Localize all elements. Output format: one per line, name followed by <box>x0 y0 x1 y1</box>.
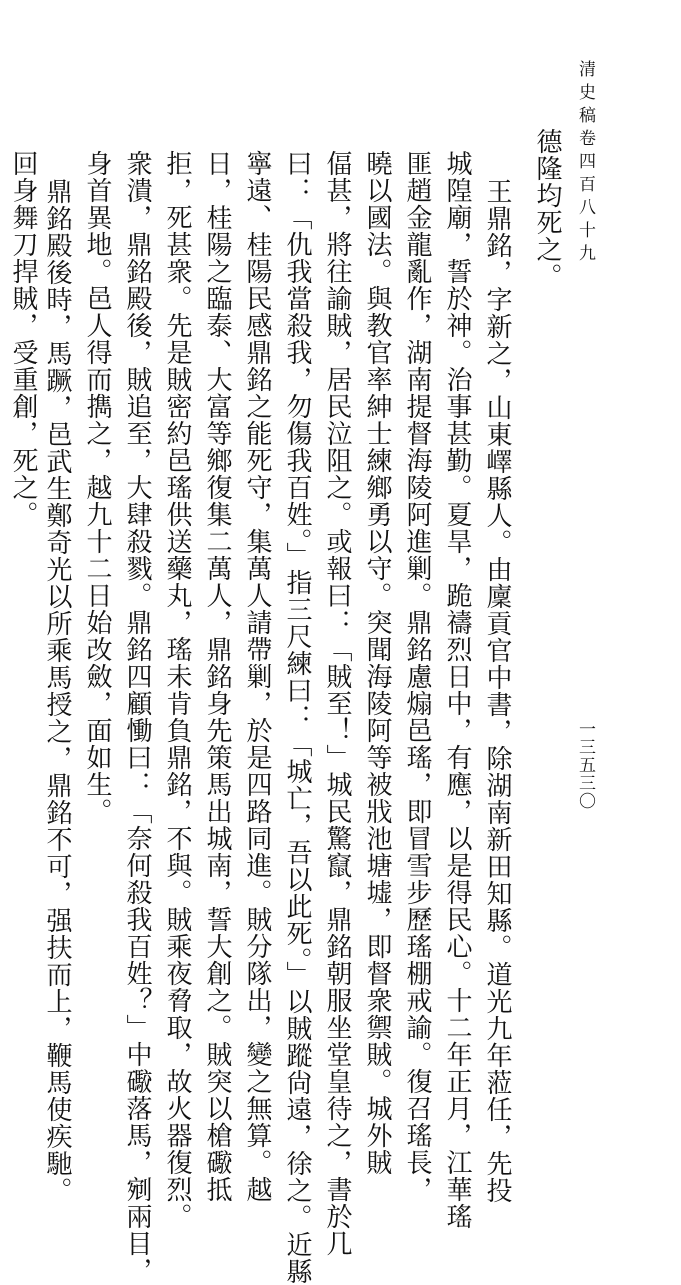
text-line: 德隆均死之。 <box>532 128 562 290</box>
text-line: 曰：「仇我當殺我，勿傷我百姓。」指三尺練曰：「城亡，吾以此死。」以賊蹤尙遠，徐之。近縣 <box>282 150 312 1285</box>
book-title: 清史稿卷四百八十九 <box>575 60 595 267</box>
text-line: 曉以國法。與教官率紳士練鄉勇以守。突聞海陵阿等被戕池塘墟，即督衆禦賊。城外賊 <box>362 150 392 1176</box>
text-line: 寧遠、桂陽民感鼎銘之能死守，集萬人請帶剿，於是四路同進。賊分隊出，變之無算。越 <box>242 150 272 1203</box>
text-line: 日，桂陽之臨泰、大富等鄉復集二萬人，鼎銘身先策馬出城南，誓大創之。賊突以槍礮抵 <box>202 150 232 1203</box>
text-line: 衆潰，鼎銘殿後，賊追至，大肆殺戮。鼎銘四顧慟曰：「奈何殺我百姓？」中礮落馬，剜兩目， <box>122 150 152 1284</box>
text-line: 拒，死甚衆。先是賊密約邑瑤供送藥丸，瑤未肯負鼎銘，不與。賊乘夜脅取，故火器復烈。 <box>162 150 192 1230</box>
text-line: 城隍廟，誓於神。治事甚勤。夏旱，跪禱烈日中，有應，以是得民心。十二年正月，江華瑤 <box>442 150 472 1230</box>
text-line: 身首異地。邑人得而擕之，越九十二日始改斂，面如生。 <box>82 150 112 825</box>
text-line: 王鼎銘，字新之，山東嶧縣人。由廩貢官中書，除湖南新田知縣。道光九年蒞任，先投 <box>482 178 512 1204</box>
text-line: 回身舞刀捍賊，受重創，死之。 <box>8 150 38 528</box>
text-line: 偪甚，將往諭賊，居民泣阻之。或報曰：「賊至！」城民驚竄，鼎銘朝服坐堂皇待之，書於几 <box>322 150 352 1257</box>
text-line: 鼎銘殿後時，馬蹶，邑武生鄭奇光以所乘馬授之，鼎銘不可，强扶而上，鞭馬使疾馳。 <box>42 178 72 1204</box>
text-line: 匪趙金龍亂作，湖南提督海陵阿進剿。鼎銘慮煽邑瑤，即冒雪步歷瑤棚戒諭。復召瑤長， <box>402 150 432 1203</box>
page-number: 一三五三〇 <box>575 720 595 810</box>
